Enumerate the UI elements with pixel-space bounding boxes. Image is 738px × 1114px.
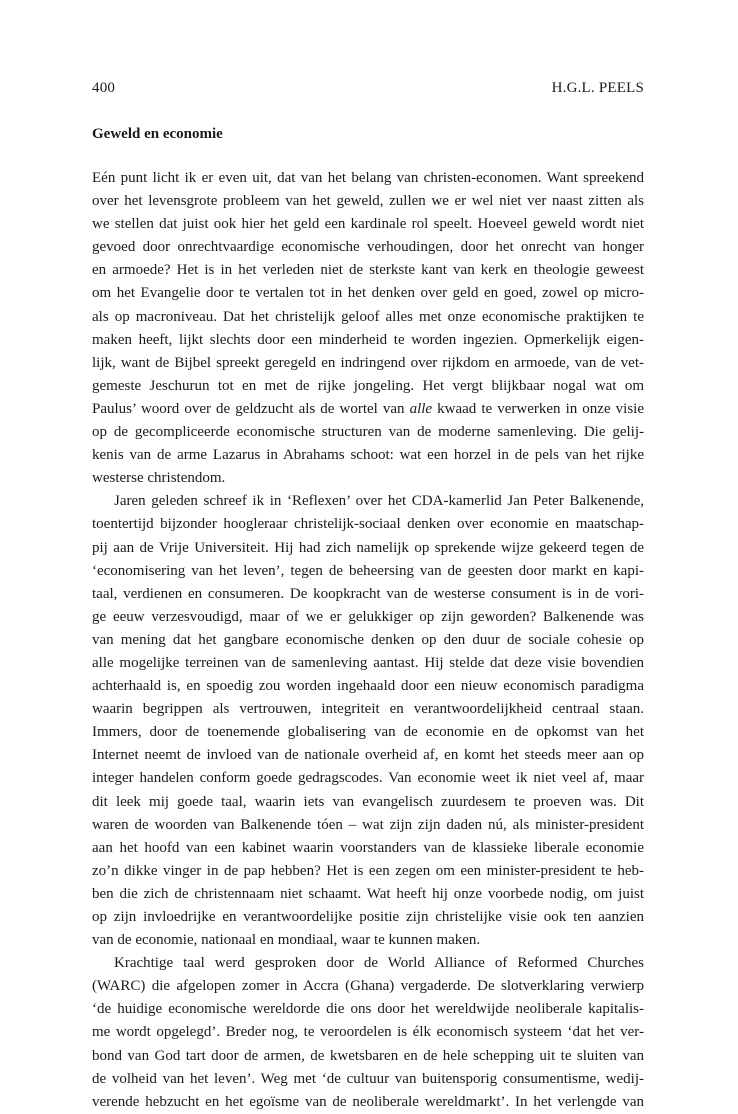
text-line: alle mogelijke terreinen van de samenleving aantast. Hij stelde dat deze visie bovendien	[92, 654, 644, 671]
text-line: ben die zich de christennaam niet schaamt. Wat heeft hij onze voorbede nodig, om juist	[92, 885, 644, 902]
text-line: bond van God tart door de armen, de kwetsbaren en de hele schepping uit te sluiten van	[92, 1047, 644, 1064]
text-line: waren de woorden van Balkenende tóen – wat zijn zijn daden nú, als minister-president	[92, 816, 644, 833]
text-line: gevoed door onrechtvaardige economische verhoudingen, door het onrecht van honger	[92, 239, 644, 256]
text-line: ge eeuw verzesvoudigd, maar of we er gelukkiger op zijn geworden? Balkenende was	[92, 608, 644, 625]
emphasized-word: alle	[409, 400, 433, 417]
text-line: dit leek mij goede taal, waarin iets van evangelisch zuurdesem te proeven was. Dit	[92, 793, 644, 810]
text-line: aan het hoofd van een kabinet waarin voorstanders van de klassieke liberale economie	[92, 839, 644, 856]
paragraph-3	[92, 952, 644, 1114]
text-line: ‘economisering van het leven’, tegen de beheersing van de geesten door markt en kapi-	[92, 562, 644, 579]
text-line: de volheid van het leven’. Weg met ‘de cultuur van buitensporig consumentisme, wedij-	[92, 1070, 644, 1087]
text-line: westerse christendom.	[92, 470, 226, 487]
running-header	[92, 78, 644, 98]
text-line-with-emphasis	[92, 398, 644, 421]
paragraph-1	[92, 167, 644, 490]
text-line: lijk, want de Bijbel spreekt geregeld en indringend over rijkdom en armoede, van de vet-	[92, 354, 644, 371]
section-title: Geweld en economie	[92, 126, 223, 142]
running-author: H.G.L. PEELS	[551, 80, 644, 96]
text-line: verende hebzucht en het egoïsme van de neoliberale wereldmarkt’. In het verlengde van	[92, 1093, 644, 1110]
text-line: van de economie, nationaal en mondiaal, waar te kunnen maken.	[92, 932, 481, 949]
text-line: ‘de huidige economische wereldorde die ons door het wereldwijde neoliberale kapitalis-	[92, 1001, 644, 1018]
book-page	[92, 78, 644, 1114]
text-line: waarin begrippen als vertrouwen, integriteit en verantwoordelijkheid centraal staan.	[92, 701, 644, 718]
text-line: me wordt opgelegd’. Breder nog, te veroordelen is élk economisch systeem ‘dat het ver-	[92, 1024, 644, 1041]
page-number: 400	[92, 80, 116, 96]
text-line: maken heeft, lijkt slechts door een minderheid te worden ingezien. Opmerkelijk eigen-	[92, 331, 644, 348]
text-line: en armoede? Het is in het verleden niet de sterkste kant van kerk en theologie geweest	[92, 262, 644, 279]
text-line: taal, verdienen en consumeren. De koopkracht van de westerse consument is in de vori-	[92, 585, 644, 602]
text-segment: kwaad te verwerken in onze visie	[432, 400, 644, 417]
text-line: op de gecompliceerde economische structuren van de moderne samenleving. Die gelij-	[92, 424, 644, 441]
text-line: Krachtige taal werd gesproken door de World Alliance of Reformed Churches	[114, 955, 644, 972]
text-line: Eén punt licht ik er even uit, dat van het belang van christen-economen. Want spreekend	[92, 170, 644, 186]
text-line: pij aan de Vrije Universiteit. Hij had zich namelijk op sprekende wijze gekeerd tegen de	[92, 539, 644, 556]
text-line: als op macroniveau. Dat het christelijk geloof alles met onze economische praktijken te	[92, 308, 644, 325]
text-line: kenis van de arme Lazarus in Abrahams schoot: wat een horzel in de pels van het rijke	[92, 447, 644, 464]
text-line: over het levensgrote probleem van het geweld, zullen we er wel niet ver naast zitten als	[92, 193, 644, 210]
text-line: toentertijd bijzonder hoogleraar christelijk-sociaal denken over economie en maatschap-	[92, 516, 644, 533]
text-line: gemeste Jeschurun tot en met de rijke jongeling. Het vergt blijkbaar nogal wat om	[92, 377, 644, 394]
text-line: zo’n dikke vinger in de pap hebben? Het is een zegen om een minister-president te heb-	[92, 862, 644, 879]
text-line: op zijn invloedrijke en verantwoordelijke positie zijn christelijke visie ook ten aanzien	[92, 909, 644, 925]
text-line: Internet neemt de invloed van de nationale overheid af, en komt het steeds meer aan op	[92, 747, 644, 764]
text-line: integer handelen conform goede gedragscodes. Van economie weet ik niet veel af, maar	[92, 770, 644, 787]
text-line: we stellen dat juist ook hier het geld een kardinale rol speelt. Hoeveel geweld wordt niet	[92, 216, 644, 233]
text-line: van mening dat het gangbare economische denken op den duur de sociale cohesie op	[92, 631, 644, 648]
text-line: Jaren geleden schreef ik in ‘Reflexen’ over het CDA-kamerlid Jan Peter Balkenende,	[114, 493, 644, 510]
text-line: om het Evangelie door te vertalen tot in het denken over geld en goed, zowel op micro-	[92, 285, 644, 302]
body-text	[92, 167, 644, 1114]
text-line: achterhaald is, en spoedig zou worden ingehaald door een nieuw economisch paradigma	[92, 678, 644, 695]
paragraph-2	[92, 490, 644, 952]
text-line: Immers, door de toenemende globalisering van de economie en de opkomst van het	[92, 724, 644, 741]
text-segment: Paulus’ woord over de geldzucht als de wortel van	[92, 400, 410, 417]
text-line: (WARC) die afgelopen zomer in Accra (Ghana) vergaderde. De slotverklaring verwierp	[92, 978, 644, 995]
